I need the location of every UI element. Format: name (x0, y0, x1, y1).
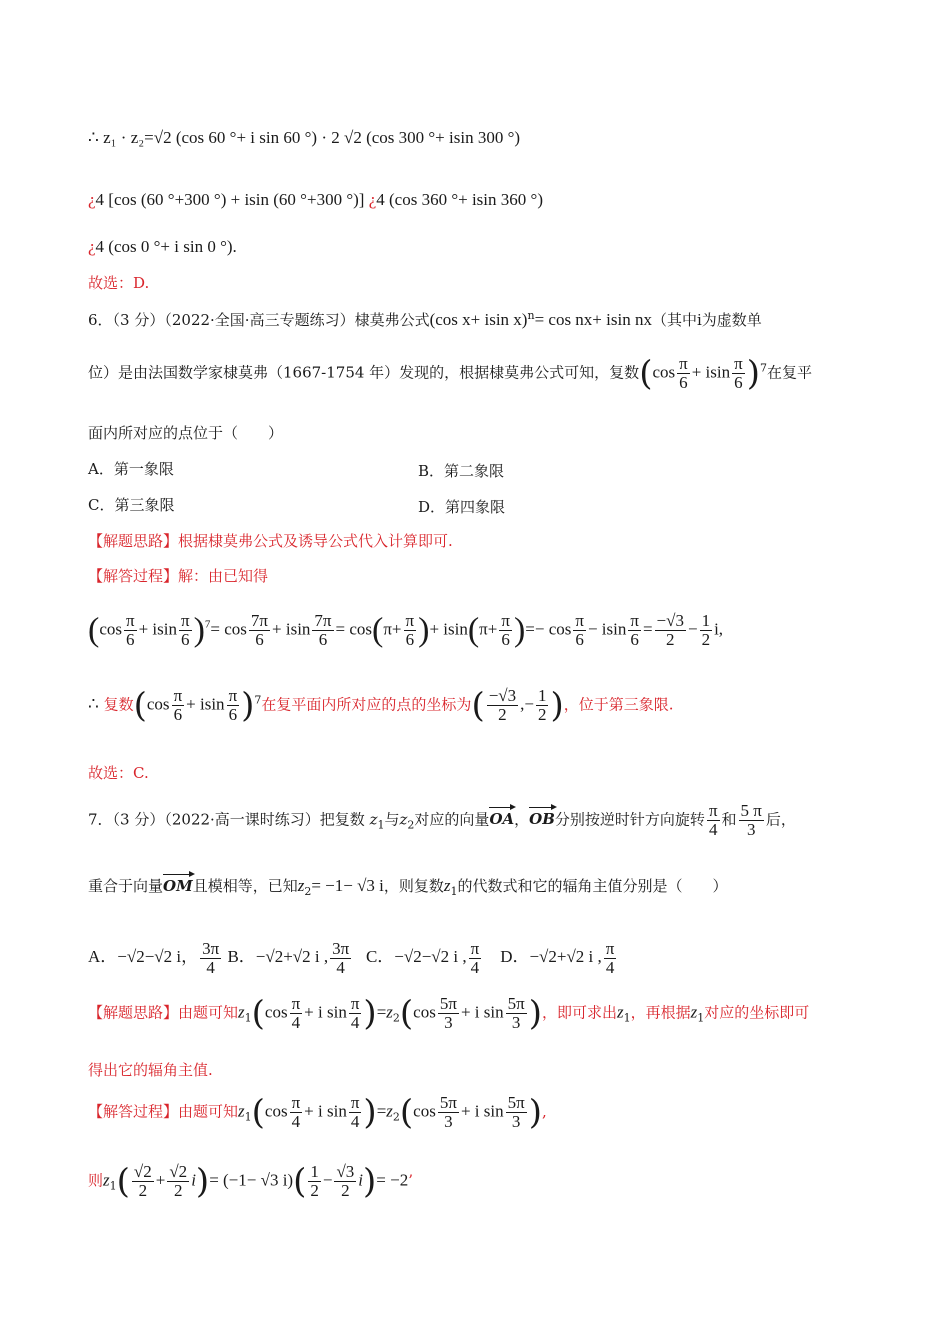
q6-solution-process: 【解答过程】解：由已知得 (88, 567, 269, 585)
q6-option-c: C．第三象限 (88, 496, 175, 514)
q7-options (88, 940, 618, 977)
q6-conclusion: ∴ 复数(cos $\frac{\pi}{6}$ + isin $\frac{\pi}{6}$ )$^7$在复平面内所对应的点的坐标为( $\frac{-√3}{2}$ ,− $\frac{1}{2}$ )，位于第三象限. (88, 685, 674, 726)
q7-option-b: B．−√2+√2 i , $\frac{3\pi}{4}$ (227, 939, 350, 977)
q7-option-c: C．−√2−√2 i , $\frac{\pi}{4}$ (365, 939, 480, 977)
q6-calculation: (cos $\frac{\pi}{6}$ + isin $\frac{\pi}{6}$ )$^7$= cos $\frac{7\pi}{6}$ + isin $\frac{7\pi}{6}$ = cos(π+ $\frac{\pi}{6}$ )+ isin(π+ $\frac{\pi}{6}$ )=− cos $\frac{\pi}{6}$ − isin $\frac{\pi}{6}$ = $\frac{-√3}{2}$ − $\frac{1}{2}$ i, (88, 611, 724, 649)
vector-ob: OB (529, 810, 555, 829)
q6-stem-line1: 6．（3 分）（2022·全国·高三专题练习）棣莫弗公式(cos x+ isin x)$^n$= cos nx+ isin nx（其中i为虚数单 (88, 309, 762, 329)
q6-option-b: B．第二象限 (418, 462, 505, 480)
q7-solution-idea: 【解题思路】由题可知$z_1(\cos$ $\frac{\pi}{4}$ + i sin $\frac{\pi}{4}$ )$=z_2(\cos$ $\frac{5\pi}{3}$ + i sin $\frac{5\pi}{3}$ )，即可求出$z_1$，再根据$z_1$对应的坐标即可 (88, 993, 810, 1034)
vector-om: OM (163, 877, 193, 895)
q7-solution-process: 【解答过程】由题可知$z_1(\cos$ $\frac{\pi}{4}$ + i sin $\frac{\pi}{4}$ )$=z_2(\cos$ $\frac{5\pi}{3}$ + i sin $\frac{5\pi}{3}$ ), (88, 1092, 547, 1133)
q7-solution-calc: 则$z_1$( $\frac{√2}{2}$ + $\frac{√2}{2}$ i)= (−1− √3 i)( $\frac{1}{2}$ − $\frac{√3}{2}$ i)= −2’ (88, 1161, 413, 1202)
q5-line1: ∴ z₁ · z₂=√2 (cos 60 °+ i sin 60 °) · 2 √2 (cos 300 °+ isin 300 °) (88, 128, 521, 147)
q6-option-d: D．第四象限 (418, 498, 506, 516)
q7-stem-line1: 7．（3 分）（2022·高一课时练习）把复数 $z_1$与$z_2$对应的向量OA，OB分别按逆时针方向旋转 $\frac{\pi}{4}$ 和 $\frac{5 \pi}{3}$ 后， (88, 801, 796, 839)
q7-option-d: D．−√2+√2 i , $\frac{\pi}{4}$ (500, 939, 615, 977)
q6-option-a: A．第一象限 (88, 460, 174, 478)
q7-stem-line2: 重合于向量OM且模相等，已知$z_2= -1- √3$ i，则复数$z_1$的代数式和它的辐角主值分别是（ ） (88, 876, 728, 898)
q6-answer: 故选：C. (88, 764, 149, 782)
q7-solution-idea-cont: 得出它的辐角主值. (88, 1061, 213, 1079)
q6-solution-idea: 【解题思路】根据棣莫弗公式及诱导公式代入计算即可. (88, 532, 453, 550)
q6-stem-line2: 位）是由法国数学家棣莫弗（1667-1754 年）发现的，根据棣莫弗公式可知，复数(cos $\frac{\pi}{6}$ + isin $\frac{\pi}{6}$ )$^7$在复平 (88, 353, 812, 394)
q5-line2: ¿4 [cos (60 °+300 °) + isin (60 °+300 °)] ¿4 (cos 360 °+ isin 360 °) (88, 190, 543, 209)
q5-answer: 故选：D. (88, 274, 150, 292)
vector-oa: OA (489, 810, 515, 829)
q6-stem-line3: 面内所对应的点位于（ ） (88, 424, 284, 442)
q5-line3: ¿4 (cos 0 °+ i sin 0 °). (88, 237, 237, 256)
q7-option-a: A．−√2−√2 i， $\frac{3\pi}{4}$ (88, 939, 220, 977)
